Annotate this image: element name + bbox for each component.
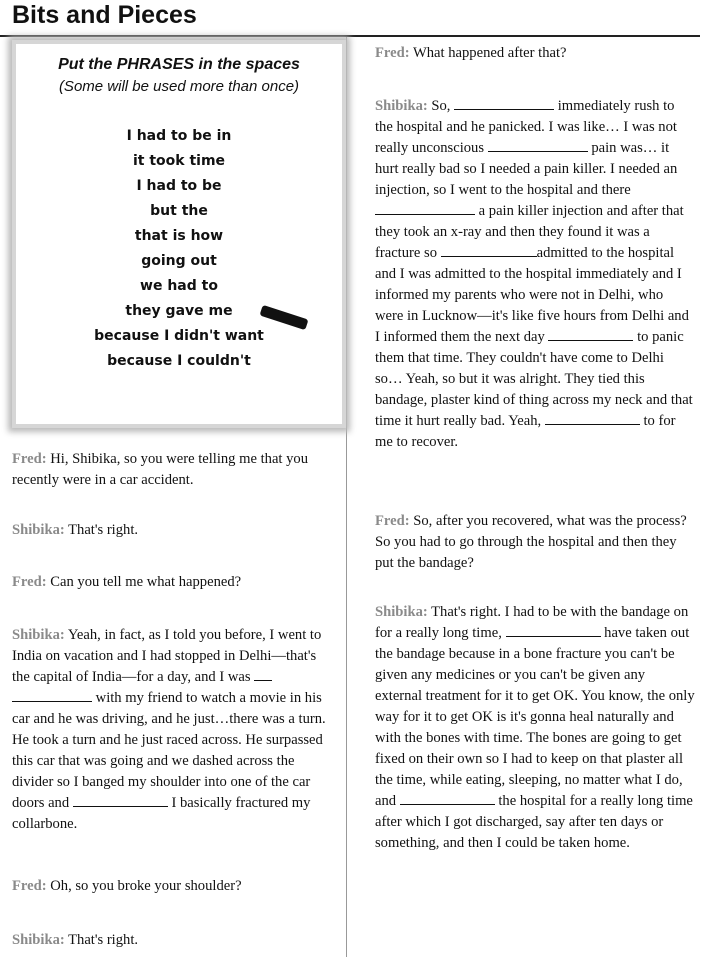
dialog-line — [375, 96, 695, 453]
fill-blank[interactable] — [545, 412, 640, 425]
dialog-line — [375, 602, 695, 854]
dialog-text: Hi, Shibika, so you were telling me that you recently were in a car accident. — [12, 451, 309, 488]
box-subheading: (Some will be used more than once) — [58, 78, 300, 95]
dialog-text: have taken out the bandage because in a bone fracture you can't be given any medicines or you can't be given any external treatment for it to get OK. You know, the only way for it to get OK is it's gonna heal naturally and with the bones with time. The bones are going to get fixed on their own so I had to keep on that plaster all the time, while eating, sleeping, no matter what I do, and — [375, 625, 695, 809]
speaker-name: Fred: — [375, 45, 410, 61]
dialog-line — [375, 511, 695, 574]
dialog-line — [12, 520, 336, 541]
box-heading: Put the PHRASES in the spaces — [58, 56, 300, 73]
speaker-name: Shibika: — [12, 932, 65, 948]
speaker-name: Fred: — [12, 574, 47, 590]
dialog-line — [375, 43, 695, 64]
dialog-text: the hospital for a really long time after which I got discharged, say after ten days or something, and then I could be taken home. — [375, 793, 693, 851]
phrase-item: because I didn't want — [94, 328, 264, 344]
page-title: Bits and Pieces — [12, 1, 197, 29]
dialog-text: pain was… it hurt really bad so I needed a pain killer. I needed an injection, so I went to the hospital and there — [375, 140, 678, 198]
dialog-line — [12, 876, 336, 897]
phrase-box — [16, 44, 342, 424]
dialog-text: I basically fractured my collarbone. — [12, 795, 311, 832]
phrase-item: they gave me — [125, 303, 233, 319]
dialog-text: a pain killer injection and after that they took an x-ray and then they found it was a fracture so — [375, 203, 684, 261]
dialog-text: What happened after that? — [409, 45, 567, 61]
phrase-item: because I couldn't — [107, 353, 251, 369]
fill-blank[interactable] — [548, 328, 633, 341]
dialog-text: Can you tell me what happened? — [46, 574, 242, 590]
speaker-name: Shibika: — [375, 604, 428, 620]
dialog-line — [12, 930, 336, 951]
dialog-text: That's right. — [64, 932, 139, 948]
phrase-list — [16, 124, 342, 374]
dialog-text: Yeah, in fact, as I told you before, I went to India on vacation and I had stopped in Delhi—that's the capital of India—for a day, and I was — [12, 627, 322, 685]
fill-blank[interactable] — [488, 139, 588, 152]
speaker-name: Shibika: — [12, 627, 65, 643]
dialog-text: That's right. I had to be with the bandage on for a really long time, — [375, 604, 689, 641]
phrase-item: going out — [141, 253, 217, 269]
title-rule — [0, 35, 700, 37]
speaker-name: Shibika: — [12, 522, 65, 538]
phrase-item: that is how — [134, 228, 224, 244]
dialog-text: with my friend to watch a movie in his car and he was driving, and he just…there was a turn. He took a turn and he just raced across. He surpassed this car that was going and we dashed across the divider so I banged my shoulder into one of the car doors and — [12, 690, 326, 811]
fill-blank[interactable] — [454, 97, 554, 110]
fill-blank[interactable] — [12, 689, 92, 702]
dialog-text: Oh, so you broke your shoulder? — [46, 878, 242, 894]
phrase-item: but the — [150, 203, 208, 219]
phrase-item: I had to be in — [126, 128, 232, 144]
speaker-name: Fred: — [375, 513, 410, 529]
dialog-text: That's right. — [64, 522, 139, 538]
phrase-item: I had to be — [136, 178, 222, 194]
dialog-text: admitted to the hospital and I was admitted to the hospital immediately and I informed my parents who were not in Delhi, who were in Lucknow—it's like five hours from Delhi and I informed them the next day — [375, 245, 689, 345]
dialog-text: immediately rush to the hospital and he panicked. I was like… I was not really unconscious — [375, 98, 677, 156]
speaker-name: Fred: — [12, 878, 47, 894]
dialog-text: to for me to recover. — [375, 413, 676, 450]
dialog-text: So, — [427, 98, 455, 114]
fill-blank[interactable] — [375, 202, 475, 215]
fill-blank[interactable] — [506, 624, 601, 637]
dialog-text: So, after you recovered, what was the process? So you had to go through the hospital and then they put the bandage? — [375, 513, 687, 571]
speaker-name: Fred: — [12, 451, 47, 467]
fill-blank[interactable] — [441, 244, 537, 257]
fill-blank[interactable] — [73, 794, 168, 807]
fill-blank[interactable] — [254, 668, 272, 681]
speaker-name: Shibika: — [375, 98, 428, 114]
phrase-item: we had to — [140, 278, 218, 294]
dialog-line — [12, 625, 336, 835]
fill-blank[interactable] — [400, 792, 495, 805]
column-divider — [346, 37, 347, 957]
dialog-line — [12, 572, 336, 593]
phrase-item: it took time — [132, 153, 226, 169]
dialog-line — [12, 449, 336, 491]
dialog-text: to panic them that time. They couldn't have come to Delhi so… Yeah, so but it was alright. They tied this bandage, plaster kind of thing across my neck and that time it hurt really bad. Yeah, — [375, 329, 693, 429]
